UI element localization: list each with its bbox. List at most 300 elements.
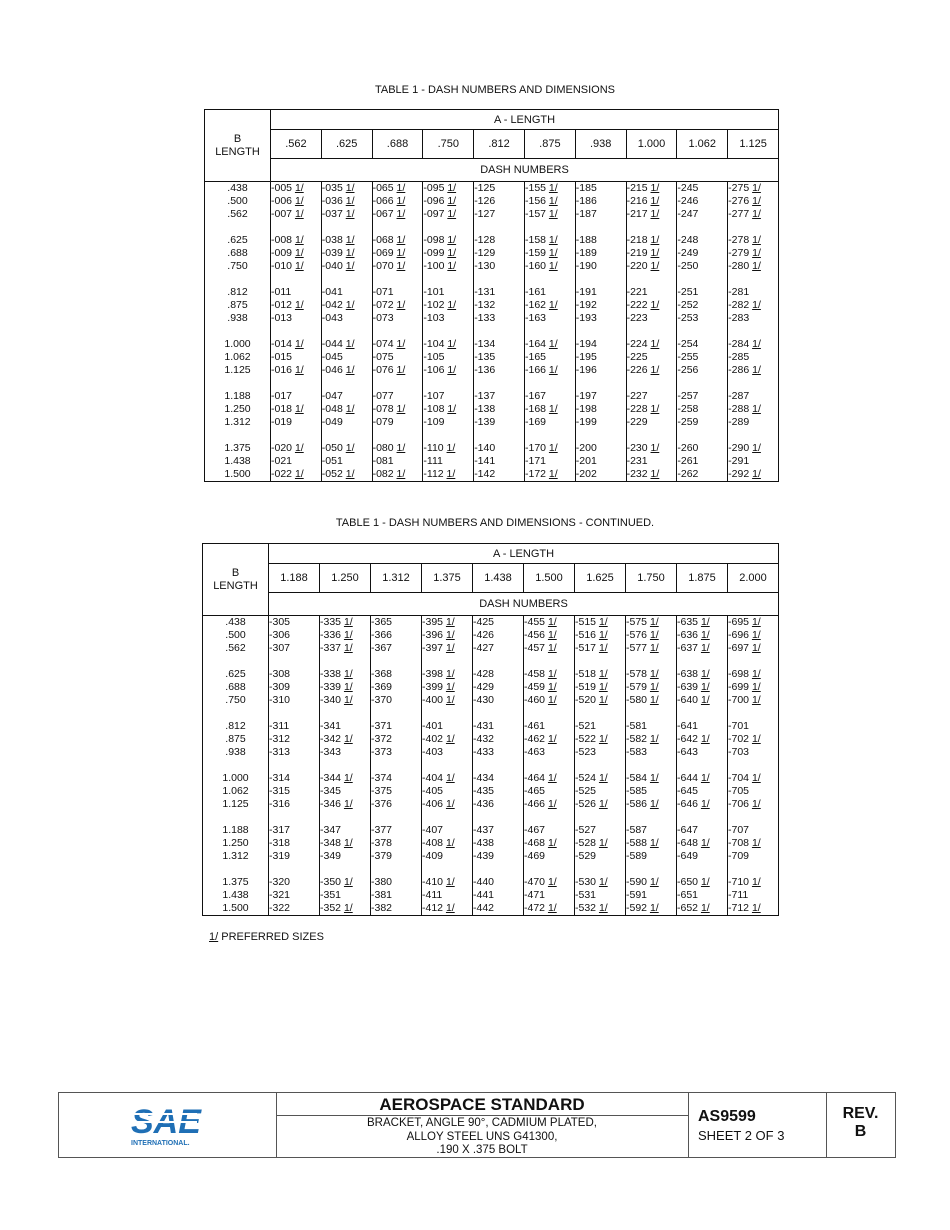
- dash-number: -138: [474, 403, 496, 415]
- dash-number-column: [423, 182, 474, 482]
- dash-number: -282 1/: [728, 299, 761, 311]
- preferred-size-marker: 1/: [345, 403, 355, 415]
- preferred-size-marker: 1/: [547, 772, 557, 784]
- dash-number: -288 1/: [728, 403, 761, 415]
- dash-number: -646 1/: [677, 798, 710, 810]
- preferred-size-marker: 1/: [751, 902, 761, 914]
- preferred-size-marker: 1/: [700, 681, 710, 693]
- dash-number: -365: [371, 616, 393, 628]
- dash-number: -411: [422, 889, 443, 901]
- dash-number: -587: [626, 824, 648, 836]
- dash-number: -404 1/: [422, 772, 455, 784]
- preferred-size-marker: 1/: [752, 468, 761, 480]
- dash-number: -314: [269, 772, 291, 784]
- dash-number: -378: [371, 837, 393, 849]
- dash-number: -307: [269, 642, 291, 654]
- preferred-size-marker: 1/: [700, 668, 710, 680]
- group-spacer: [576, 429, 626, 442]
- group-spacer: [423, 377, 473, 390]
- dash-number: -010 1/: [271, 260, 304, 272]
- group-spacer: [525, 221, 575, 234]
- dash-number: -590 1/: [626, 876, 659, 888]
- group-spacer: [626, 707, 676, 720]
- b-length-header-line: LENGTH: [213, 579, 258, 592]
- dash-number: -403: [422, 746, 444, 758]
- group-spacer: [422, 863, 472, 876]
- preferred-size-marker: 1/: [547, 642, 557, 654]
- dash-number: -171: [524, 455, 546, 467]
- dash-number: -649: [677, 850, 699, 862]
- preferred-size-marker: 1/: [345, 247, 355, 259]
- preferred-size-marker: 1/: [345, 364, 355, 376]
- dash-number: -306: [269, 629, 291, 641]
- a-length-value: 1.375: [422, 564, 473, 593]
- b-length-value: 1.062: [222, 785, 249, 797]
- dash-number: -162 1/: [524, 299, 558, 311]
- group-spacer: [371, 811, 421, 824]
- preferred-size-marker: 1/: [345, 338, 355, 350]
- dash-number: -311: [269, 720, 290, 732]
- preferred-size-marker: 1/: [547, 798, 557, 810]
- preferred-size-marker: 1/: [598, 733, 608, 745]
- preferred-size-marker: 1/: [650, 468, 660, 480]
- dash-number: -528 1/: [575, 837, 608, 849]
- preferred-size-marker: 1/: [294, 247, 304, 259]
- group-spacer: [728, 429, 778, 442]
- preferred-size-marker: 1/: [751, 616, 761, 628]
- preferred-size-marker: 1/: [751, 798, 761, 810]
- dash-number: -186: [575, 195, 597, 207]
- header-row: [203, 544, 779, 564]
- preferred-size-marker: 1/: [649, 642, 659, 654]
- group-spacer: [474, 273, 524, 286]
- dash-number: -187: [575, 208, 597, 220]
- b-length-value: 1.438: [224, 455, 251, 467]
- preferred-size-marker: 1/: [445, 902, 455, 914]
- dash-number: -127: [474, 208, 496, 220]
- preferred-size-marker: 1/: [396, 182, 406, 194]
- preferred-size-marker: 1/: [547, 629, 557, 641]
- document-number-cell: [688, 1093, 827, 1157]
- description-line: .190 X .375 BOLT: [436, 1144, 528, 1156]
- group-spacer: [575, 863, 625, 876]
- sheet-number: SHEET 2 OF 3: [698, 1128, 785, 1143]
- dash-number: -170 1/: [524, 442, 558, 454]
- preferred-size-marker: 1/: [445, 694, 455, 706]
- dash-number: -018 1/: [271, 403, 304, 415]
- dash-number: -395 1/: [422, 616, 455, 628]
- dash-number: -097 1/: [423, 208, 457, 220]
- preferred-size-marker: 1/: [649, 798, 659, 810]
- dash-number: -319: [269, 850, 291, 862]
- group-spacer: [269, 759, 319, 772]
- preferred-size-marker: 1/: [548, 234, 558, 246]
- group-spacer: [677, 707, 727, 720]
- dash-number: -337 1/: [320, 642, 353, 654]
- dash-number: -346 1/: [320, 798, 353, 810]
- b-length-value: .438: [225, 616, 246, 628]
- dash-number: -348 1/: [320, 837, 353, 849]
- dash-number: -398 1/: [422, 668, 455, 680]
- a-length-value: 1.875: [677, 564, 728, 593]
- dash-number: -193: [575, 312, 597, 324]
- sae-logo-cell: [59, 1093, 277, 1157]
- dash-number: -199: [575, 416, 597, 428]
- dash-number: -261: [677, 455, 699, 467]
- group-spacer: [373, 325, 423, 338]
- dash-number: -708 1/: [728, 837, 761, 849]
- dash-number: -280 1/: [728, 260, 761, 272]
- dash-number: -140: [474, 442, 496, 454]
- dash-number: -125: [474, 182, 496, 194]
- group-spacer: [320, 655, 370, 668]
- group-spacer: [525, 429, 575, 442]
- group-spacer: [203, 863, 268, 876]
- dash-number: -380: [371, 876, 393, 888]
- dash-number: -168 1/: [524, 403, 558, 415]
- dash-number: -518 1/: [575, 668, 608, 680]
- dash-number-column: [677, 616, 728, 916]
- dash-number: -436: [473, 798, 495, 810]
- preferred-size-marker: 1/: [343, 733, 353, 745]
- dash-number: -583: [626, 746, 648, 758]
- dash-number: -278 1/: [728, 234, 761, 246]
- preferred-size-marker: 1/: [445, 642, 455, 654]
- dash-number-column: [473, 616, 524, 916]
- a-length-value: 1.000: [626, 130, 677, 159]
- group-spacer: [728, 655, 778, 668]
- preferred-size-marker: 1/: [598, 837, 608, 849]
- dash-number: -254: [677, 338, 699, 350]
- preferred-size-marker: 1/: [548, 403, 558, 415]
- preferred-size-marker: 1/: [294, 208, 304, 220]
- dash-number-column: [474, 182, 525, 482]
- dash-number: -252: [677, 299, 699, 311]
- preferred-size-marker: 1/: [649, 694, 659, 706]
- group-spacer: [474, 429, 524, 442]
- dash-number: -459 1/: [524, 681, 557, 693]
- group-spacer: [627, 325, 677, 338]
- group-spacer: [203, 811, 268, 824]
- dash-number: -577 1/: [626, 642, 659, 654]
- group-spacer: [271, 221, 321, 234]
- preferred-size-marker: 1/: [751, 642, 761, 654]
- dash-number: -519 1/: [575, 681, 608, 693]
- preferred-size-marker: 1/: [598, 902, 608, 914]
- dash-number: -471: [524, 889, 546, 901]
- dash-number: -406 1/: [422, 798, 455, 810]
- group-spacer: [524, 655, 574, 668]
- group-spacer: [525, 377, 575, 390]
- dash-number: -647: [677, 824, 699, 836]
- dash-number: -463: [524, 746, 546, 758]
- dash-number: -396 1/: [422, 629, 455, 641]
- group-spacer: [271, 273, 321, 286]
- preferred-size-marker: 1/: [700, 629, 710, 641]
- preferred-size-marker: 1/: [598, 772, 608, 784]
- dash-number: -377: [371, 824, 393, 836]
- preferred-size-marker: 1/: [294, 260, 304, 272]
- aerospace-standard-heading: AEROSPACE STANDARD: [276, 1093, 688, 1116]
- preferred-size-marker: 1/: [548, 338, 558, 350]
- b-length-value: .938: [227, 312, 248, 324]
- preferred-size-marker: 1/: [396, 195, 406, 207]
- dash-number-column: [524, 616, 575, 916]
- dash-number: -586 1/: [626, 798, 659, 810]
- dash-number: -339 1/: [320, 681, 353, 693]
- dash-number: -425: [473, 616, 495, 628]
- dash-number: -316: [269, 798, 291, 810]
- dash-number: -467: [524, 824, 546, 836]
- preferred-size-marker: 1/: [445, 733, 455, 745]
- dash-number: -342 1/: [320, 733, 353, 745]
- group-spacer: [575, 707, 625, 720]
- group-spacer: [203, 759, 268, 772]
- dash-number: -382: [371, 902, 393, 914]
- dash-number: -525: [575, 785, 597, 797]
- preferred-size-marker: 1/: [447, 338, 457, 350]
- dash-number: -434: [473, 772, 495, 784]
- a-length-value: 1.312: [371, 564, 422, 593]
- dash-number: -255: [677, 351, 699, 363]
- dash-number: -159 1/: [524, 247, 558, 259]
- b-length-header-line: B: [233, 132, 242, 145]
- b-length-value: .562: [225, 642, 246, 654]
- preferred-size-marker: 1/: [447, 403, 457, 415]
- dash-number: -258: [677, 403, 699, 415]
- dash-number: -521: [575, 720, 597, 732]
- description-line: BRACKET, ANGLE 90°, CADMIUM PLATED,: [367, 1117, 597, 1129]
- preferred-size-marker: 1/: [700, 642, 710, 654]
- dash-number: -045: [321, 351, 343, 363]
- b-length-value: 1.062: [224, 351, 251, 363]
- preferred-size-marker: 1/: [650, 338, 660, 350]
- group-spacer: [525, 273, 575, 286]
- preferred-size-marker: 1/: [445, 798, 455, 810]
- table2-title: TABLE 1 - DASH NUMBERS AND DIMENSIONS - CONTINUED.: [335, 517, 655, 529]
- preferred-size-marker: 1/: [345, 442, 355, 454]
- preferred-size-marker: 1/: [751, 772, 761, 784]
- b-length-column: [205, 182, 271, 482]
- a-length-value: .625: [321, 130, 372, 159]
- dash-number: -465: [524, 785, 546, 797]
- dash-number: -440: [473, 876, 495, 888]
- preferred-size-marker: 1/: [294, 364, 304, 376]
- group-spacer: [576, 221, 626, 234]
- dash-number: -221: [626, 286, 648, 298]
- preferred-size-marker: 1/: [598, 668, 608, 680]
- preferred-size-marker: 1/: [447, 208, 457, 220]
- preferred-size-marker: 1/: [752, 260, 761, 272]
- dash-number: -216 1/: [626, 195, 660, 207]
- revision-label: REV.: [842, 1105, 879, 1122]
- dash-number: -229: [626, 416, 648, 428]
- dash-number-column: [372, 182, 423, 482]
- preferred-size-marker: 1/: [700, 733, 710, 745]
- dash-number: -072 1/: [372, 299, 406, 311]
- preferred-size-marker: 1/: [396, 403, 406, 415]
- dash-number: -038 1/: [321, 234, 355, 246]
- title-block: [58, 1092, 896, 1158]
- dash-number: -581: [626, 720, 648, 732]
- preferred-size-marker: 1/: [343, 616, 353, 628]
- dash-number: -696 1/: [728, 629, 761, 641]
- preferred-size-marker: 1/: [445, 681, 455, 693]
- preferred-size-marker: 1/: [598, 629, 608, 641]
- preferred-size-marker: 1/: [547, 902, 557, 914]
- dash-number: -374: [371, 772, 393, 784]
- preferred-size-marker: 1/: [447, 260, 457, 272]
- dash-number: -166 1/: [524, 364, 558, 376]
- dash-number: -283: [728, 312, 750, 324]
- dash-number: -126: [474, 195, 496, 207]
- dash-number: -701: [728, 720, 750, 732]
- dash-number: -044 1/: [321, 338, 355, 350]
- dash-number: -277 1/: [728, 208, 761, 220]
- group-spacer: [422, 811, 472, 824]
- dash-number: -407: [422, 824, 444, 836]
- group-spacer: [677, 273, 727, 286]
- dash-number: -341: [320, 720, 342, 732]
- dash-number: -335 1/: [320, 616, 353, 628]
- dash-number: -161: [524, 286, 546, 298]
- dash-number: -215 1/: [626, 182, 660, 194]
- dash-number: -582 1/: [626, 733, 659, 745]
- preferred-size-marker: 1/: [700, 837, 710, 849]
- preferred-size-marker: 1/: [548, 364, 558, 376]
- a-length-value: 1.188: [269, 564, 320, 593]
- preferred-size-marker: 1/: [649, 681, 659, 693]
- dash-number: -253: [677, 312, 699, 324]
- dash-number: -041: [321, 286, 343, 298]
- dash-number: -638 1/: [677, 668, 710, 680]
- preferred-size-marker: 1/: [752, 234, 761, 246]
- dash-number: -005 1/: [271, 182, 304, 194]
- dash-number: -225: [626, 351, 648, 363]
- group-spacer: [525, 325, 575, 338]
- dash-number: -051: [321, 455, 343, 467]
- dash-number: -441: [473, 889, 495, 901]
- b-length-value: .688: [227, 247, 248, 259]
- dash-number: -531: [575, 889, 597, 901]
- dash-number: -707: [728, 824, 750, 836]
- group-spacer: [474, 377, 524, 390]
- dash-number: -048 1/: [321, 403, 355, 415]
- group-spacer: [205, 377, 270, 390]
- a-length-value: 2.000: [728, 564, 779, 593]
- group-spacer: [373, 273, 423, 286]
- dash-number: -640 1/: [677, 694, 710, 706]
- dash-number-column: [524, 182, 575, 482]
- dash-number: -276 1/: [728, 195, 761, 207]
- a-length-value: 1.250: [320, 564, 371, 593]
- dash-number: -639 1/: [677, 681, 710, 693]
- b-length-header: [205, 110, 271, 182]
- dash-number: -157 1/: [524, 208, 558, 220]
- preferred-size-marker: 1/: [547, 837, 557, 849]
- preferred-size-marker: 1/: [650, 182, 660, 194]
- a-length-value: 1.125: [728, 130, 779, 159]
- dash-number: -442: [473, 902, 495, 914]
- preferred-size-marker: 1/: [598, 616, 608, 628]
- dash-number: -202: [575, 468, 597, 480]
- preferred-size-marker: 1/: [445, 616, 455, 628]
- dash-number: -247: [677, 208, 699, 220]
- dash-number: -700 1/: [728, 694, 761, 706]
- dash-number: -530 1/: [575, 876, 608, 888]
- dash-number-column: [575, 616, 626, 916]
- dash-number: -080 1/: [372, 442, 406, 454]
- dash-number: -651: [677, 889, 699, 901]
- dash-number: -368: [371, 668, 393, 680]
- dash-number: -013: [271, 312, 293, 324]
- group-spacer: [728, 325, 778, 338]
- preferred-size-marker: 1/: [547, 681, 557, 693]
- b-length-value: 1.000: [224, 338, 251, 350]
- dash-number: -049: [321, 416, 343, 428]
- group-spacer: [423, 221, 473, 234]
- dash-number: -516 1/: [575, 629, 608, 641]
- preferred-size-marker: 1/: [752, 403, 761, 415]
- dash-number: -279 1/: [728, 247, 761, 259]
- preferred-size-marker: 1/: [752, 442, 761, 454]
- a-length-value: 1.750: [626, 564, 677, 593]
- dash-number: -462 1/: [524, 733, 557, 745]
- dash-number: -712 1/: [728, 902, 761, 914]
- dash-number: -257: [677, 390, 699, 402]
- footnote-marker: 1/: [209, 931, 219, 943]
- preferred-size-marker: 1/: [343, 642, 353, 654]
- dash-number: -517 1/: [575, 642, 608, 654]
- a-length-value: .812: [474, 130, 525, 159]
- dash-number: -074 1/: [372, 338, 406, 350]
- preferred-size-marker: 1/: [752, 247, 761, 259]
- preferred-size-marker: 1/: [751, 629, 761, 641]
- dash-number: -077: [372, 390, 394, 402]
- dash-number-column: [728, 182, 779, 482]
- dash-number: -163: [524, 312, 546, 324]
- preferred-size-marker: 1/: [752, 364, 761, 376]
- dash-number: -248: [677, 234, 699, 246]
- group-spacer: [371, 863, 421, 876]
- b-length-column: [203, 616, 269, 916]
- dash-number: -232 1/: [626, 468, 660, 480]
- preferred-size-marker: 1/: [445, 837, 455, 849]
- preferred-size-marker: 1/: [700, 772, 710, 784]
- dash-number: -315: [269, 785, 291, 797]
- group-spacer: [576, 377, 626, 390]
- dash-number: -375: [371, 785, 393, 797]
- group-spacer: [320, 863, 370, 876]
- dash-number: -405: [422, 785, 444, 797]
- dash-number: -578 1/: [626, 668, 659, 680]
- dash-number: -070 1/: [372, 260, 406, 272]
- group-spacer: [728, 707, 778, 720]
- preferred-size-marker: 1/: [548, 442, 558, 454]
- b-length-value: .812: [225, 720, 246, 732]
- group-spacer: [677, 759, 727, 772]
- b-length-value: 1.312: [222, 850, 249, 862]
- group-spacer: [271, 429, 321, 442]
- dash-number: -321: [269, 889, 291, 901]
- dash-number: -637 1/: [677, 642, 710, 654]
- group-spacer: [677, 221, 727, 234]
- dash-number: -066 1/: [372, 195, 406, 207]
- b-length-value: .625: [227, 234, 248, 246]
- dash-number: -702 1/: [728, 733, 761, 745]
- dash-number: -697 1/: [728, 642, 761, 654]
- preferred-size-marker: 1/: [751, 681, 761, 693]
